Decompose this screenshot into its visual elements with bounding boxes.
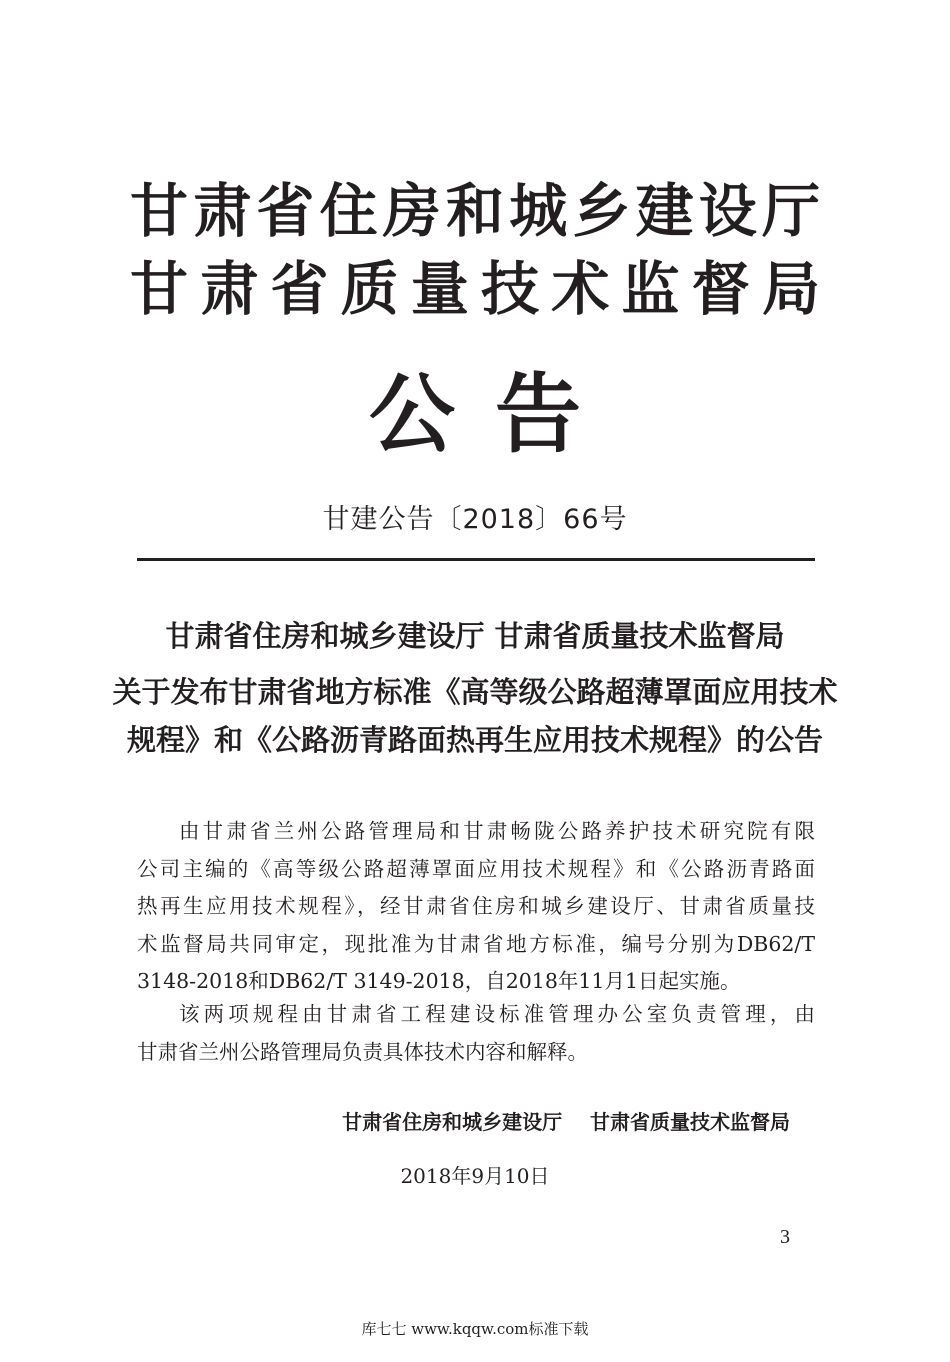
body-line: 公司主编的《高等级公路超薄罩面应用技术规程》和《公路沥青路面 [137,856,815,881]
body-line: 术监督局共同审定，现批准为甘肃省地方标准，编号分别为DB62/T [137,931,815,956]
body-line: 3148-2018和DB62/T 3149-2018，自2018年11月1日起实施。 [137,969,741,993]
page-number: 3 [780,1226,790,1248]
body-line: 甘肃省兰州公路管理局负责具体技术内容和解释。 [137,1039,588,1064]
title-line-2: 关于发布甘肃省地方标准《高等级公路超薄罩面应用技术 [112,675,838,709]
body-paragraph-1 [137,813,815,1001]
title-line-3: 规程》和《公路沥青路面热再生应用技术规程》的公告 [126,723,823,757]
issuer-name-housing-department: 甘肃省住房和城乡建设厅 [130,177,820,245]
body-line: 该两项规程由甘肃省工程建设标准管理办公室负责管理，由 [179,1002,815,1026]
issuer-name-quality-bureau: 甘肃省质量技术监督局 [130,255,820,323]
notice-heading: 公告 [369,365,621,465]
body-paragraph-2 [137,996,815,1071]
footer-watermark: 库七七 www.kqqw.com标准下载 [361,1320,589,1338]
body-line: 热再生应用技术规程》，经甘肃省住房和城乡建设厅、甘肃省质量技 [137,894,815,918]
signature-block: 甘肃省住房和城乡建设厅 甘肃省质量技术监督局 [342,1110,790,1134]
issue-date: 2018年9月10日 [400,1164,550,1188]
document-number: 甘建公告〔2018〕66号 [322,504,628,535]
body-line: 由甘肃省兰州公路管理局和甘肃畅陇公路养护技术研究院有限 [179,819,815,843]
header-divider [137,558,815,561]
title-line-1: 甘肃省住房和城乡建设厅 甘肃省质量技术监督局 [165,619,785,653]
